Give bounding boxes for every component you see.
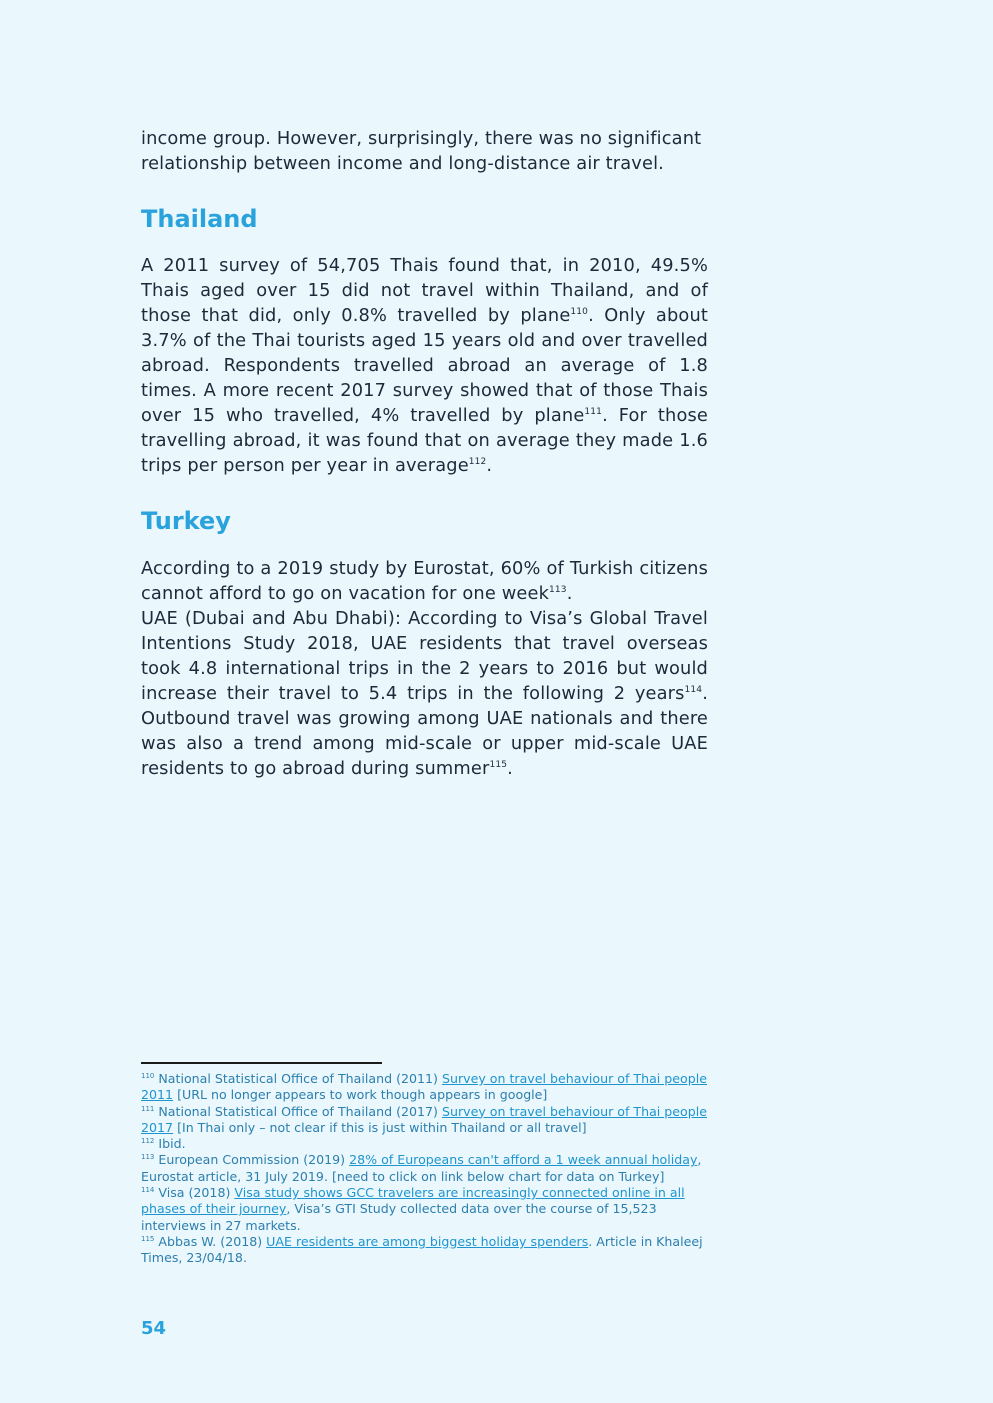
footnote-111-link[interactable]: Survey on travel behaviour of Thai people 2017 <box>141 1103 707 1135</box>
heading-turkey: Turkey <box>141 507 231 535</box>
intro-paragraph <box>141 126 708 176</box>
footnote-110: $^{110}$ National Statistical Office of Thailand (2011) Survey on travel behaviour of Thai people 2011 [URL no longer appears to work though appears in google] <box>141 1071 707 1103</box>
footnote-114-link[interactable]: Visa study shows GCC travelers are increasingly connected online in all phases of their journey <box>141 1185 685 1217</box>
footnote-ref-110[interactable]: 110 <box>570 307 589 318</box>
uae-paragraph: UAE (Dubai and Abu Dhabi): According to Visa’s Global Travel Intentions Study 2018, UAE residents that travel overseas took 4.8 international trips in the 2 years to 2016 but would increase their travel to 5.4 trips in the following 2 years$^{114}$. Outbound travel was growing among UAE nationals and there was also a trend among mid-scale or upper mid-scale UAE residents to go abroad during summer$^{115}$. <box>141 608 708 779</box>
footnote-ref-113[interactable]: 113 <box>549 585 567 596</box>
footnote-115: $^{115}$ Abbas W. (2018) UAE residents are among biggest holiday spenders. Article in Khaleej Times, 23/04/18. <box>141 1233 703 1266</box>
footnote-110-link[interactable]: Survey on travel behaviour of Thai people 2011 <box>141 1071 707 1103</box>
footnote-113-link[interactable]: 28% of Europeans can't afford a 1 week annual holiday <box>349 1152 698 1168</box>
footnote-111: $^{111}$ National Statistical Office of Thailand (2017) Survey on travel behaviour of Thai people 2017 [In Thai only – not clear if this is just within Thailand or all travel] <box>141 1103 707 1135</box>
intro-line-2: relationship between income and long-distance air travel. <box>141 153 664 174</box>
footnote-113: $^{113}$ European Commission (2019) 28% of Europeans can't afford a 1 week annual holiday, Eurostat article, 31 July 2019. [need to click on link below chart for data on Turkey] <box>141 1152 702 1184</box>
footnote-115-link[interactable]: UAE residents are among biggest holiday spenders <box>266 1233 589 1249</box>
footnote-ref-115[interactable]: 115 <box>489 760 508 771</box>
footnote-114: $^{114}$ Visa (2018) Visa study shows GCC travelers are increasingly connected online in all phases of their journey, Visa’s GTI Study collected data over the course of 15,523 interviews in 27 markets. <box>141 1185 685 1233</box>
intro-line-1: income group. However, surprisingly, there was no significant <box>141 128 702 149</box>
footnotes <box>141 1071 708 1267</box>
footnote-112: $^{112}$ Ibid. <box>141 1136 186 1152</box>
footnote-ref-112[interactable]: 112 <box>468 457 487 468</box>
heading-thailand: Thailand <box>141 205 258 233</box>
footnote-ref-111[interactable]: 111 <box>584 407 603 418</box>
page-number: 54 <box>141 1318 167 1339</box>
footnote-divider <box>141 1062 382 1064</box>
turkey-paragraph: According to a 2019 study by Eurostat, 60% of Turkish citizens cannot afford to go on vacation for one week$^{113}$. <box>141 558 708 604</box>
page <box>141 0 708 1403</box>
footnote-ref-114[interactable]: 114 <box>684 685 703 696</box>
thailand-paragraph: A 2011 survey of 54,705 Thais found that, in 2010, 49.5% Thais aged over 15 did not travel within Thailand, and of those that did, only 0.8% travelled by plane$^{110}$. Only about 3.7% of the Thai tourists aged 15 years old and over travelled abroad. Respondents travelled abroad an average of 1.8 times. A more recent 2017 survey showed that of those Thais over 15 who travelled, 4% travelled by plane$^{111}$. For those travelling abroad, it was found that on average they made 1.6 trips per person per year in average$^{112}$. <box>141 255 708 476</box>
